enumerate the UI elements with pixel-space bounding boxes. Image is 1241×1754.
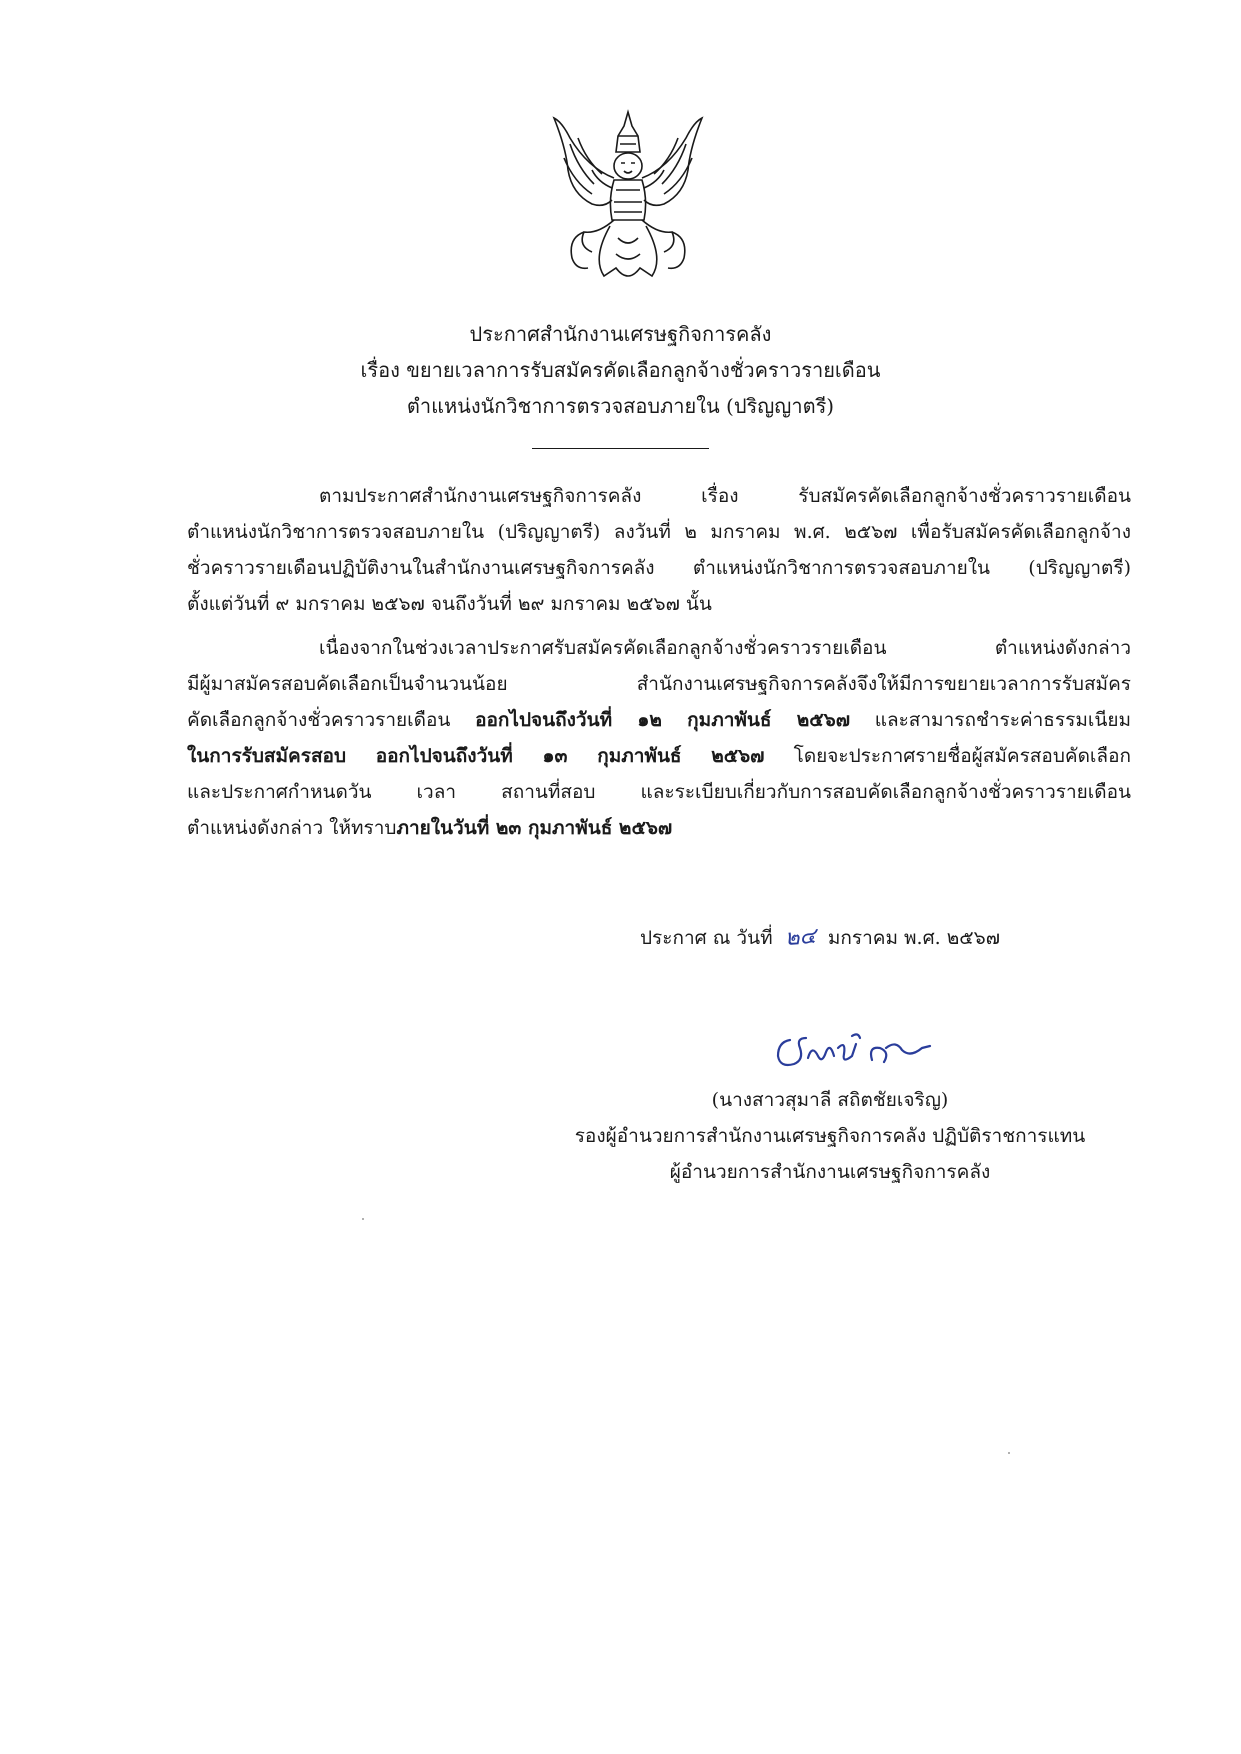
paragraph-2-line-6 xyxy=(187,810,1131,846)
announcement-date xyxy=(640,920,1140,956)
date-prefix: ประกาศ ณ วันที่ xyxy=(640,927,773,949)
announcement-title: ประกาศสำนักงานเศรษฐกิจการคลัง xyxy=(469,322,772,346)
results-announcement-date: ภายในวันที่ ๒๓ กุมภาพันธ์ ๒๕๖๗ xyxy=(396,817,673,839)
paragraph-2-line-3 xyxy=(187,702,1131,738)
paragraph-1 xyxy=(187,478,1131,622)
signer-position: รองผู้อำนวยการสำนักงานเศรษฐกิจการคลัง ปฏิบัติราชการแทน xyxy=(574,1125,1086,1147)
application-deadline: ออกไปจนถึงวันที่ ๑๒ กุมภาพันธ์ ๒๕๖๗ xyxy=(475,709,851,731)
date-suffix: มกราคม พ.ศ. ๒๕๖๗ xyxy=(827,927,1000,949)
paragraph-2-line-2: มีผู้มาสมัครสอบคัดเลือกเป็นจำนวนน้อย สำนักงานเศรษฐกิจการคลังจึงให้มีการขยายเวลาการรับสมัคร xyxy=(187,673,1131,695)
paragraph-1-line-4: ตั้งแต่วันที่ ๙ มกราคม ๒๕๖๗ จนถึงวันที่ ๒๙ มกราคม ๒๕๖๗ นั้น xyxy=(187,593,712,615)
paragraph-2-line-5: และประกาศกำหนดวัน เวลา สถานที่สอบ และระเบียบเกี่ยวกับการสอบคัดเลือกลูกจ้างชั่วคราวรายเดือน xyxy=(187,781,1131,803)
text-segment-bold: ในการรับสมัครสอบ xyxy=(187,745,376,767)
text-segment: ตำแหน่งดังกล่าว ให้ทราบ xyxy=(187,817,397,839)
announcement-position: ตำแหน่งนักวิชาการตรวจสอบภายใน (ปริญญาตรี) xyxy=(406,394,835,418)
text-segment: คัดเลือกลูกจ้างชั่วคราวรายเดือน xyxy=(187,709,476,731)
announcement-subject: เรื่อง ขยายเวลาการรับสมัครคัดเลือกลูกจ้างชั่วคราวรายเดือน xyxy=(360,358,881,382)
signer-position-on-behalf: ผู้อำนวยการสำนักงานเศรษฐกิจการคลัง xyxy=(669,1161,991,1183)
signer-name: (นางสาวสุมาลี สถิตชัยเจริญ) xyxy=(711,1089,949,1111)
paragraph-1-line-1: ตามประกาศสำนักงานเศรษฐกิจการคลัง เรื่อง รับสมัครคัดเลือกลูกจ้างชั่วคราวรายเดือน xyxy=(319,485,1131,507)
text-segment: โดยจะประกาศรายชื่อผู้สมัครสอบคัดเลือก xyxy=(764,745,1131,767)
scan-speck xyxy=(1008,1452,1010,1454)
header-divider xyxy=(532,448,709,449)
garuda-emblem-icon xyxy=(548,108,708,286)
paragraph-1-line-2: ตำแหน่งนักวิชาการตรวจสอบภายใน (ปริญญาตรี) ลงวันที่ ๒ มกราคม พ.ศ. ๒๕๖๗ เพื่อรับสมัครคัดเลือกลูกจ้าง xyxy=(187,521,1131,543)
handwritten-signature-icon xyxy=(760,1018,940,1082)
fee-deadline: ออกไปจนถึงวันที่ ๑๓ กุมภาพันธ์ ๒๕๖๗ xyxy=(375,745,765,767)
scan-speck xyxy=(362,1218,364,1220)
paragraph-2-line-4 xyxy=(187,738,1131,774)
paragraph-2 xyxy=(187,630,1131,846)
text-segment: และสามารถชำระค่าธรรมเนียม xyxy=(850,709,1131,731)
paragraph-2-line-1: เนื่องจากในช่วงเวลาประกาศรับสมัครคัดเลือกลูกจ้างชั่วคราวรายเดือน ตำแหน่งดังกล่าว xyxy=(319,637,1131,659)
handwritten-day: ๒๔ xyxy=(783,923,817,952)
paragraph-1-line-3: ชั่วคราวรายเดือนปฏิบัติงานในสำนักงานเศรษฐกิจการคลัง ตำแหน่งนักวิชาการตรวจสอบภายใน (ปริญญาตรี) xyxy=(187,557,1131,579)
